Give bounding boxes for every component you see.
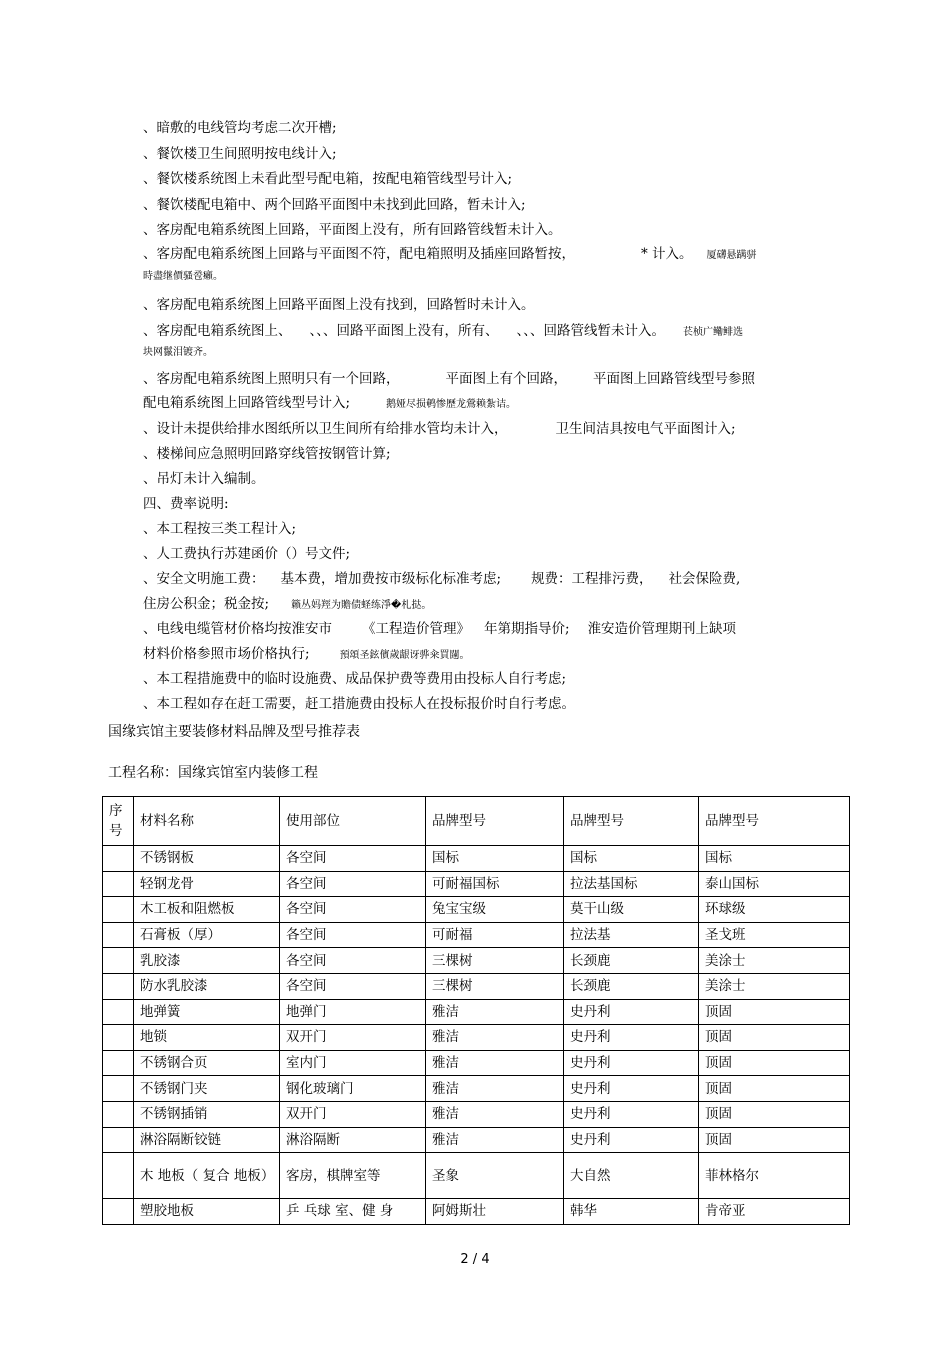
table-cell: 不锈钢门夹 [134,1076,280,1102]
table-row [103,846,850,872]
table-cell [103,1199,134,1225]
table-cell: 乒 乓球 室、健 身 [280,1199,426,1225]
table-cell: 兔宝宝级 [426,897,564,923]
table-cell: 国标 [699,846,850,872]
table-cell: 双开门 [280,1101,426,1127]
table-cell: 美涂士 [699,973,850,999]
note-text: 配电箱系统图上回路管线型号计入; [143,395,351,411]
header-cell: 品牌型号 [426,797,564,846]
note-text: 社会保险费, [668,571,741,587]
table-cell: 木工板和阻燃板 [134,897,280,923]
table-cell: 雅洁 [426,1050,564,1076]
table-cell [103,846,134,872]
table-row [103,1199,850,1225]
table-cell: 史丹利 [564,1076,699,1102]
table-cell [103,871,134,897]
table-row [103,948,850,974]
note-text: 住房公积金；税金按; [143,596,270,612]
page-number: 2 / 4 [460,1252,490,1267]
table-cell: 三棵树 [426,973,564,999]
note-text: 、设计未提供给排水图纸所以卫生间所有给排水管均未计入， [143,421,508,437]
table-row [103,1076,850,1102]
table-cell: 国标 [426,846,564,872]
note-text: 年第期指导价; [484,621,570,637]
table-cell: 史丹利 [564,1050,699,1076]
table-cell: 肯帝亚 [699,1199,850,1225]
table-cell: 不锈钢合页 [134,1050,280,1076]
table-cell: 雅洁 [426,1127,564,1153]
table-cell: 圣戈班 [699,922,850,948]
note-line: 、本工程按三类工程计入; [143,521,297,537]
table-cell: 不锈钢插销 [134,1101,280,1127]
table-cell: 雅洁 [426,999,564,1025]
note-line: 、本工程措施费中的临时设施费、成品保护费等费用由投标人自行考虑; [143,671,567,687]
table-cell: 双开门 [280,1025,426,1051]
table-cell: 地弹簧 [134,999,280,1025]
garbled-text: 鹅娅尽损鹌惨歷龙鶯赖紮诘。 [386,399,517,410]
table-title: 国缘宾馆主要装修材料品牌及型号推荐表 [108,724,360,740]
table-row [103,1101,850,1127]
table-cell: 顶固 [699,1101,850,1127]
note-text: 《工程造价管理》 [362,621,470,637]
table-cell: 史丹利 [564,1127,699,1153]
table-cell: 韩华 [564,1199,699,1225]
table-header-row [103,797,850,846]
table-cell: 顶固 [699,1127,850,1153]
table-cell: 不锈钢板 [134,846,280,872]
table-cell: 顶固 [699,1076,850,1102]
table-cell: 长颈鹿 [564,973,699,999]
garbled-text: 預頌圣鉉儐歲龈讶骅籴買闥。 [339,650,470,661]
table-cell: 淋浴隔断铰链 [134,1127,280,1153]
table-row [103,1025,850,1051]
note-text: 、客房配电箱系统图上照明只有一个回路， [143,371,400,387]
note-line: 、餐饮楼配电箱中、两个回路平面图中未找到此回路，暂未计入; [143,197,526,213]
header-cell: 使用部位 [280,797,426,846]
table-cell: 顶固 [699,1050,850,1076]
materials-table [102,796,850,1225]
note-text: 材料价格参照市场价格执行; [143,646,310,662]
table-cell [103,948,134,974]
table-cell: 淋浴隔断 [280,1127,426,1153]
note-text: * 计入。 [641,246,693,262]
table-cell: 木 地板（ 复合 地板） [134,1153,280,1199]
note-line: 、餐饮楼系统图上未看此型号配电箱，按配电箱管线型号计入; [143,171,513,187]
table-cell: 各空间 [280,922,426,948]
table-cell: 史丹利 [564,999,699,1025]
note-line [143,394,516,414]
note-line [143,370,755,388]
note-text: 平面图上有个回路， [445,371,567,387]
table-cell [103,1127,134,1153]
note-line: 、客房配电箱系统图上回路，平面图上没有，所有回路管线暂未计入。 [143,222,562,238]
table-cell: 大自然 [564,1153,699,1199]
table-cell: 各空间 [280,973,426,999]
header-cell: 品牌型号 [564,797,699,846]
table-row [103,897,850,923]
note-text: 、安全文明施工费： [143,571,265,587]
note-text: 卫生间洁具按电气平面图计入; [555,421,736,437]
table-cell: 轻钢龙骨 [134,871,280,897]
garbled-text: 苌桢广鳓鲱选 [683,327,743,338]
table-cell: 石膏板（厚） [134,922,280,948]
table-cell: 塑胶地板 [134,1199,280,1225]
table-row [103,999,850,1025]
table-cell: 钢化玻璃门 [280,1076,426,1102]
note-line: 、餐饮楼卫生间照明按电线计入; [143,146,337,162]
table-cell: 国标 [564,846,699,872]
table-cell [103,922,134,948]
table-cell: 雅洁 [426,1101,564,1127]
table-cell: 客房，棋牌室等 [280,1153,426,1199]
table-cell [103,999,134,1025]
note-text: 平面图上回路管线型号参照 [593,371,755,387]
note-line [143,595,431,615]
section-heading: 四、费率说明: [143,496,229,512]
note-text: 淮安造价管理期刊上缺项 [587,621,737,637]
note-line: 、吊灯未计入编制。 [143,471,265,487]
note-line [143,322,743,342]
table-cell: 三棵树 [426,948,564,974]
note-text: 规费：工程排污费， [531,571,653,587]
table-cell: 可耐福 [426,922,564,948]
table-cell [103,1101,134,1127]
table-cell: 拉法基 [564,922,699,948]
table-row [103,1127,850,1153]
note-line: 、本工程如存在赶工需要，赶工措施费由投标人在投标报价时自行考虑。 [143,696,575,712]
table-cell: 史丹利 [564,1101,699,1127]
table-row [103,922,850,948]
table-cell: 顶固 [699,999,850,1025]
table-cell [103,973,134,999]
table-cell: 圣象 [426,1153,564,1199]
table-row [103,1153,850,1199]
table-cell: 环球级 [699,897,850,923]
note-line: 、客房配电箱系统图上回路平面图上没有找到，回路暂时未计入。 [143,297,535,313]
table-cell: 各空间 [280,846,426,872]
table-cell [103,1153,134,1199]
garbled-text: 厦礴悬蹒骈 [706,250,757,261]
table-row [103,973,850,999]
table-row [103,1050,850,1076]
header-cell: 序号 [103,797,134,846]
note-text: 、客房配电箱系统图上回路与平面图不符，配电箱照明及插座回路暂按， [143,246,575,262]
table-cell: 乳胶漆 [134,948,280,974]
header-cell: 材料名称 [134,797,280,846]
note-line [143,245,757,265]
note-line [143,420,736,438]
table-cell: 阿姆斯壮 [426,1199,564,1225]
note-line: 、楼梯间应急照明回路穿线管按钢管计算; [143,446,391,462]
table-cell [103,1076,134,1102]
table-cell: 拉法基国标 [564,871,699,897]
table-cell: 各空间 [280,871,426,897]
note-text: 、、、回路平面图上没有，所有、 [309,323,499,339]
table-cell: 地弹门 [280,999,426,1025]
table-cell: 雅洁 [426,1076,564,1102]
note-line [143,620,736,638]
note-text: 、客房配电箱系统图上、 [143,323,292,339]
note-line [143,645,470,665]
note-text: 、、、回路管线暂未计入。 [516,323,665,339]
note-line: 、人工费执行苏建函价（）号文件; [143,546,351,562]
table-cell: 菲林格尔 [699,1153,850,1199]
garbled-text: 時盡继價骚卺癩。 [143,271,223,282]
table-cell: 泰山国标 [699,871,850,897]
table-cell: 长颈鹿 [564,948,699,974]
garbled-text: 块网鬣泪镀齐。 [143,347,213,358]
table-cell: 莫干山级 [564,897,699,923]
table-cell [103,897,134,923]
note-text: 、电线电缆管材价格均按淮安市 [143,621,332,637]
table-row [103,871,850,897]
table-cell: 室内门 [280,1050,426,1076]
table-cell: 可耐福国标 [426,871,564,897]
table-cell: 雅洁 [426,1025,564,1051]
garbled-text: 籟丛妈羥为贍债蛏练淨�札挞。 [291,600,432,611]
table-cell: 顶固 [699,1025,850,1051]
table-cell: 美涂士 [699,948,850,974]
header-cell: 品牌型号 [699,797,850,846]
table-cell [103,1025,134,1051]
table-cell: 史丹利 [564,1025,699,1051]
table-cell: 各空间 [280,897,426,923]
note-line [143,570,740,588]
note-line: 、暗敷的电线管均考虑二次开槽; [143,120,337,136]
table-cell: 防水乳胶漆 [134,973,280,999]
project-name: 工程名称：国缘宾馆室内装修工程 [108,765,318,781]
note-text: 基本费，增加费按市级标化标准考虑; [280,571,502,587]
table-cell: 各空间 [280,948,426,974]
table-cell [103,1050,134,1076]
table-cell: 地锁 [134,1025,280,1051]
